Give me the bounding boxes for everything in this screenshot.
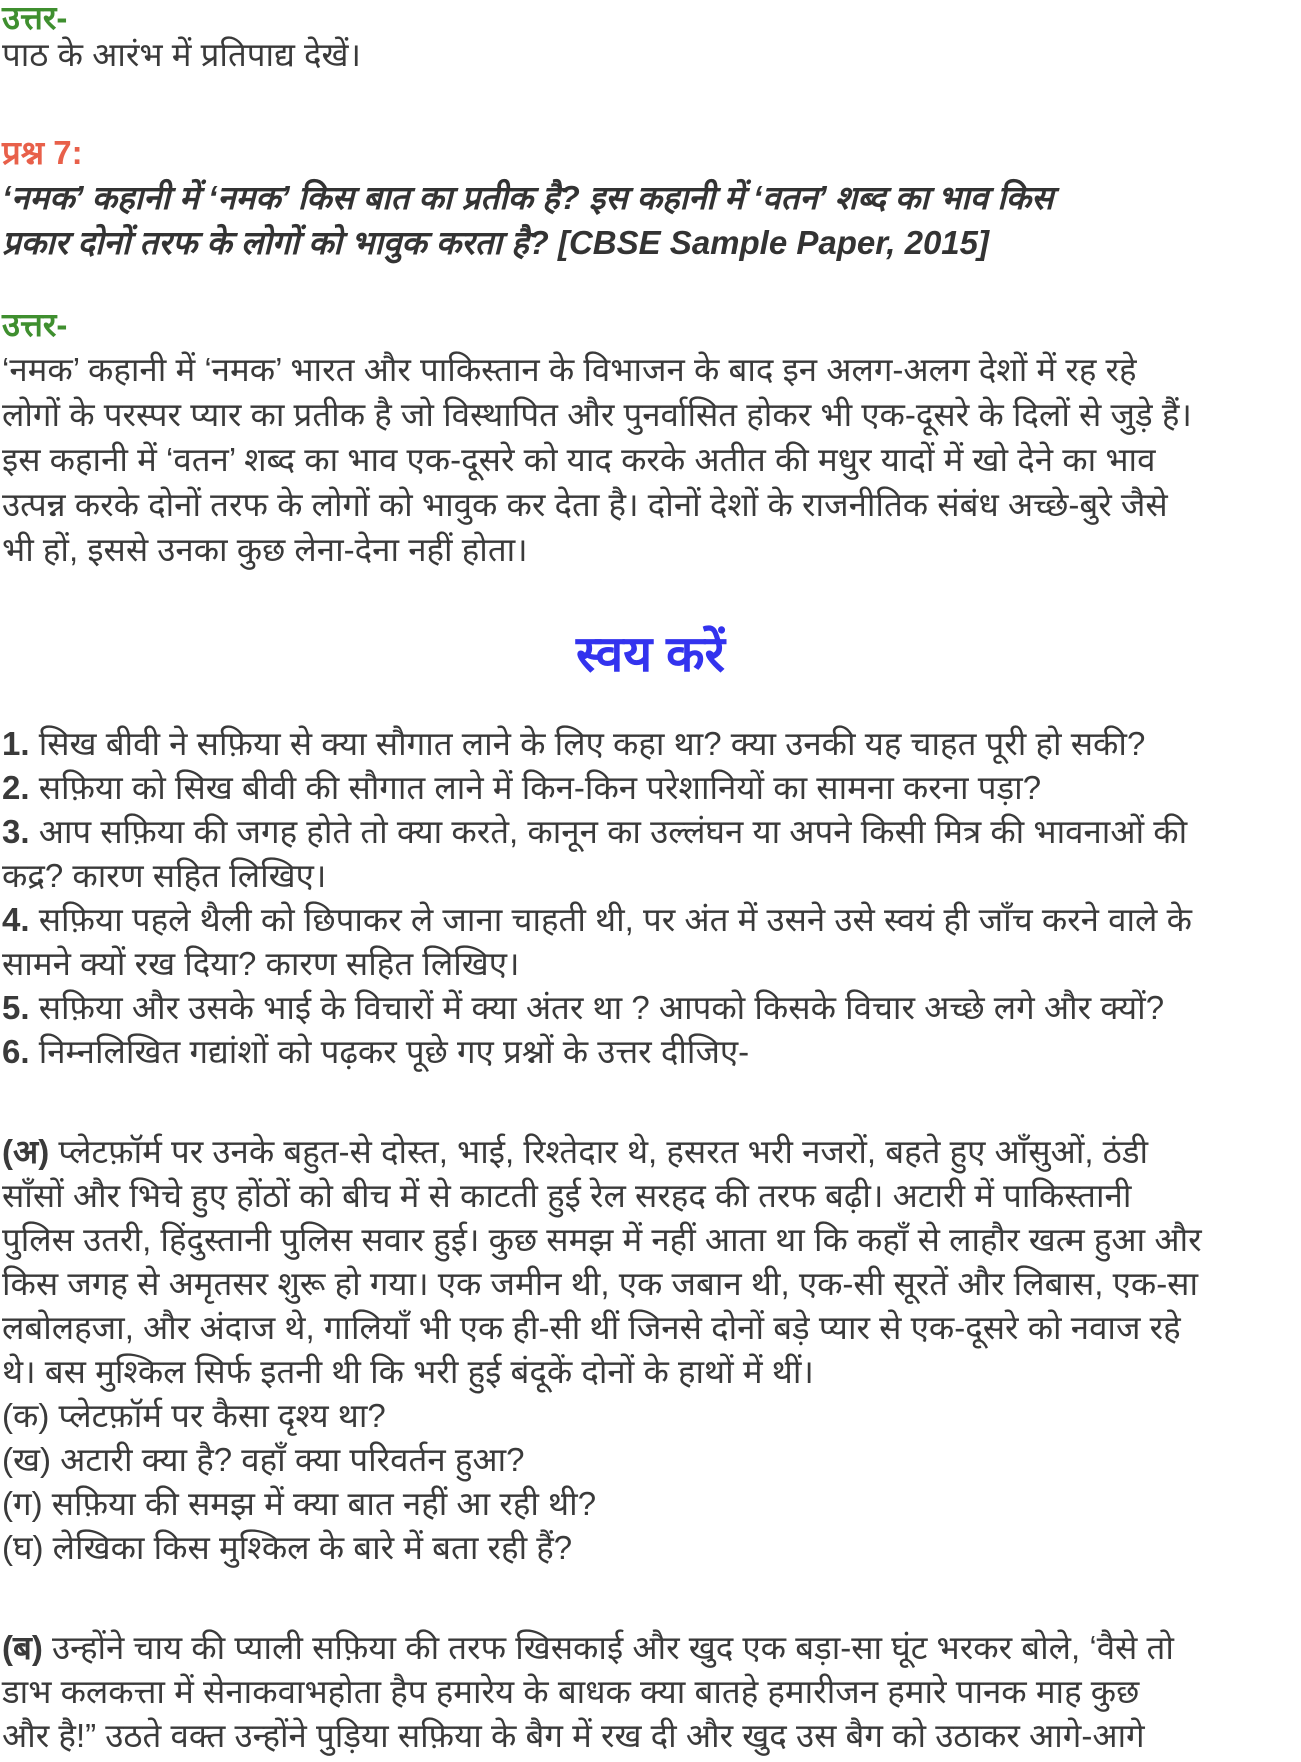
item-number: 1. <box>2 725 30 762</box>
question-label: प्रश्न 7: <box>2 134 83 171</box>
item-number: 4. <box>2 901 30 938</box>
item-text: सामने क्यों रख दिया? कारण सहित लिखिए। <box>2 945 520 982</box>
answer-line: उत्पन्न करके दोनों तरफ के लोगों को भावुक कर देता है। दोनों देशों के राजनीतिक संबंध अच्छे-बुरे जैसे <box>2 486 1168 523</box>
answer-text: पाठ के आरंभ में प्रतिपाद्य देखें। <box>2 36 362 73</box>
item-text: सफ़िया और उसके भाई के विचारों में क्या अंतर था ? आपको किसके विचार अच्छे लगे और क्यों? <box>29 989 1165 1026</box>
passage-label: (अ) <box>2 1133 50 1170</box>
sub-question: (ख) अटारी क्या है? वहाँ क्या परिवर्तन हुआ? <box>2 1441 525 1478</box>
passage-line: और है!” उठते वक्त उन्होंने पुड़िया सफ़िया के बैग में रख दी और खुद उस बैग को उठाकर आगे-आगे <box>2 1717 1145 1754</box>
exercise-item <box>2 898 1192 942</box>
item-text: सिख बीवी ने सफ़िया से क्या सौगात लाने के लिए कहा था? क्या उनकी यह चाहत पूरी हो सकी? <box>29 725 1146 762</box>
passage-text: उन्होंने चाय की प्याली सफ़िया की तरफ खिसकाई और खुद एक बड़ा-सा घूंट भरकर बोले, ‘वैसे तो <box>42 1629 1174 1666</box>
exercise-item <box>2 854 326 898</box>
item-number: 6. <box>2 1033 30 1070</box>
exercise-item <box>2 1030 749 1074</box>
exercise-item <box>2 986 1164 1030</box>
passage-text: प्लेटफ़ॉर्म पर उनके बहुत-से दोस्त, भाई, रिश्तेदार थे, हसरत भरी नजरों, बहते हुए आँसुओं, ठंडी <box>49 1133 1149 1170</box>
passage-line <box>2 1130 1148 1174</box>
item-number: 2. <box>2 769 30 806</box>
passage-line: पुलिस उतरी, हिंदुस्तानी पुलिस सवार हुई। कुछ समझ में नहीं आता था कि कहाँ से लाहौर खत्म हुआ और <box>2 1221 1202 1258</box>
item-text: कद्र? कारण सहित लिखिए। <box>2 857 327 894</box>
item-number: 3. <box>2 813 30 850</box>
answer-line: लोगों के परस्पर प्यार का प्रतीक है जो विस्थापित और पुनर्वासित होकर भी एक-दूसरे के दिलों से जुड़े हैं। <box>2 396 1192 433</box>
sub-question: (ग) सफ़िया की समझ में क्या बात नहीं आ रही थी? <box>2 1485 597 1522</box>
section-title: स्वय करें <box>576 626 725 682</box>
item-text: निम्नलिखित गद्यांशों को पढ़कर पूछे गए प्रश्नों के उत्तर दीजिए- <box>29 1033 750 1070</box>
passage-label: (ब) <box>2 1629 43 1666</box>
sub-question: (क) प्लेटफ़ॉर्म पर कैसा दृश्य था? <box>2 1397 386 1434</box>
passage-line: किस जगह से अमृतसर शुरू हो गया। एक जमीन थी, एक जबान थी, एक-सी सूरतें और लिबास, एक-सा <box>2 1265 1199 1302</box>
exercise-item <box>2 810 1187 854</box>
question-line: ‘नमक’ कहानी में ‘नमक’ किस बात का प्रतीक है? इस कहानी में ‘वतन’ शब्द का भाव किस <box>2 179 1054 216</box>
passage-line: डाभ कलकत्ता में सेनाकवाभहोता हैप हमारेय के बाधक क्या बातहे हमारीजन हमारे पानक माह कुछ <box>2 1673 1140 1710</box>
passage-line: साँसों और भिचे हुए होंठों को बीच में से काटती हुई रेल सरहद की तरफ बढ़ी। अटारी में पाकिस्तानी <box>2 1177 1132 1214</box>
passage-line: लबोलहजा, और अंदाज थे, गालियाँ भी एक ही-सी थीं जिनसे दोनों बड़े प्यार से एक-दूसरे को नवाज रहे <box>2 1309 1181 1346</box>
item-number: 5. <box>2 989 30 1026</box>
answer-label: उत्तर- <box>2 306 68 343</box>
item-text: आप सफ़िया की जगह होते तो क्या करते, कानून का उल्लंघन या अपने किसी मित्र की भावनाओं की <box>29 813 1188 850</box>
exercise-item <box>2 766 1041 810</box>
passage-line: थे। बस मुश्किल सिर्फ इतनी थी कि भरी हुई बंदूकें दोनों के हाथों में थीं। <box>2 1353 814 1390</box>
answer-line: भी हों, इससे उनका कुछ लेना-देना नहीं होता। <box>2 531 528 568</box>
sub-question: (घ) लेखिका किस मुश्किल के बारे में बता रही हैं? <box>2 1529 573 1566</box>
item-text: सफ़िया को सिख बीवी की सौगात लाने में किन-किन परेशानियों का सामना करना पड़ा? <box>29 769 1042 806</box>
answer-line: इस कहानी में ‘वतन’ शब्द का भाव एक-दूसरे को याद करके अतीत की मधुर यादों में खो देने का भाव <box>2 441 1156 478</box>
exercise-item <box>2 942 520 986</box>
passage-line <box>2 1626 1174 1670</box>
answer-label: उत्तर- <box>2 0 68 36</box>
item-text: सफ़िया पहले थैली को छिपाकर ले जाना चाहती थी, पर अंत में उसने उसे स्वयं ही जाँच करने वाले के <box>29 901 1192 938</box>
question-line: प्रकार दोनों तरफ के लोगों को भावुक करता है? [CBSE Sample Paper, 2015] <box>2 224 989 261</box>
answer-line: ‘नमक’ कहानी में ‘नमक’ भारत और पाकिस्तान के विभाजन के बाद इन अलग-अलग देशों में रह रहे <box>2 351 1137 388</box>
exercise-item <box>2 722 1145 766</box>
